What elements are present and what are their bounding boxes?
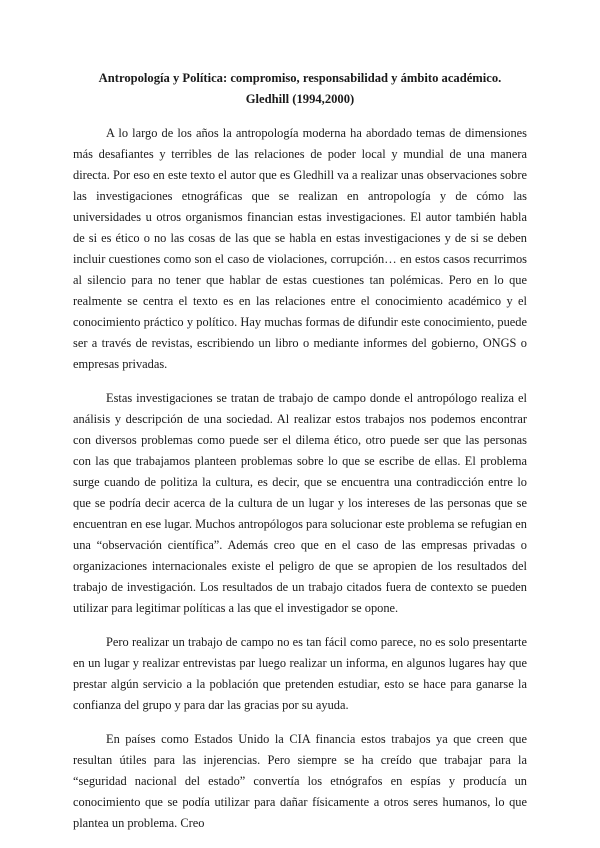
paragraph-3: Pero realizar un trabajo de campo no es tan fácil como parece, no es solo presentarte en un lugar y realizar entrevistas par luego realizar un informa, en algunos lugares hay que prestar algún servicio a la población que pretenden estudiar, esto se hace para ganarse la confianza del grupo y para dar las gracias por su ayuda. (73, 635, 527, 712)
paragraph-2: Estas investigaciones se tratan de trabajo de campo donde el antropólogo realiza el análisis y descripción de una sociedad. Al realizar estos trabajos nos podemos encontrar con diversos problemas como puede ser el dilema ético, otro puede ser que las personas con las que trabajamos planteen problemas sobre lo que se escribe de ellas. El problema surge cuando de politiza la cultura, es decir, que se encuentra una contradicción entre lo que se podría decir acerca de la cultura de un lugar y los intereses de las personas que se encuentran en ese lugar. Muchos antropólogos para solucionar este problema se refugian en una “observación científica”. Además creo que en el caso de las empresas privadas o organizaciones internacionales existe el peligro de que se apropien de los resultados del trabajo de investigación. Los resultados de un trabajo citados fuera de contexto se pueden utilizar para legitimar políticas a las que el investigador se opone. (73, 391, 527, 615)
paragraph-1: A lo largo de los años la antropología moderna ha abordado temas de dimensiones más desafiantes y terribles de las relaciones de poder local y mundial de una manera directa. Por eso en este texto el autor que es Gledhill va a realizar unas observaciones sobre las investigaciones etnográficas que se realizan en antropología y de cómo las universidades u otros organismos financian estas investigaciones. El autor también habla de si es ético o no las cosas de las que se habla en estas investigaciones y de si se deben incluir cuestiones como son el caso de violaciones, corrupción… en estos casos recurrimos al silencio para no tener que hablar de estas cuestiones tan polémicas. Pero en lo que realmente se centra el texto es en las relaciones entre el conocimiento académico y el conocimiento práctico y político. Hay muchas formas de difundir este conocimiento, puede ser a través de revistas, escribiendo un libro o mediante informes del gobierno, ONGS o empresas privadas. (73, 126, 527, 371)
paragraph-4: En países como Estados Unido la CIA financia estos trabajos ya que creen que resultan útiles para las injerencias. Pero siempre se ha creído que trabajar para la “seguridad nacional del estado” convertía los etnógrafos en espías y producía un conocimiento que se podía utilizar para dañar físicamente a otros seres humanos, lo que plantea un problema. Creo (73, 732, 527, 830)
document-title: Antropología y Política: compromiso, responsabilidad y ámbito académico. Gledhill (1994,2000) (98, 71, 502, 106)
